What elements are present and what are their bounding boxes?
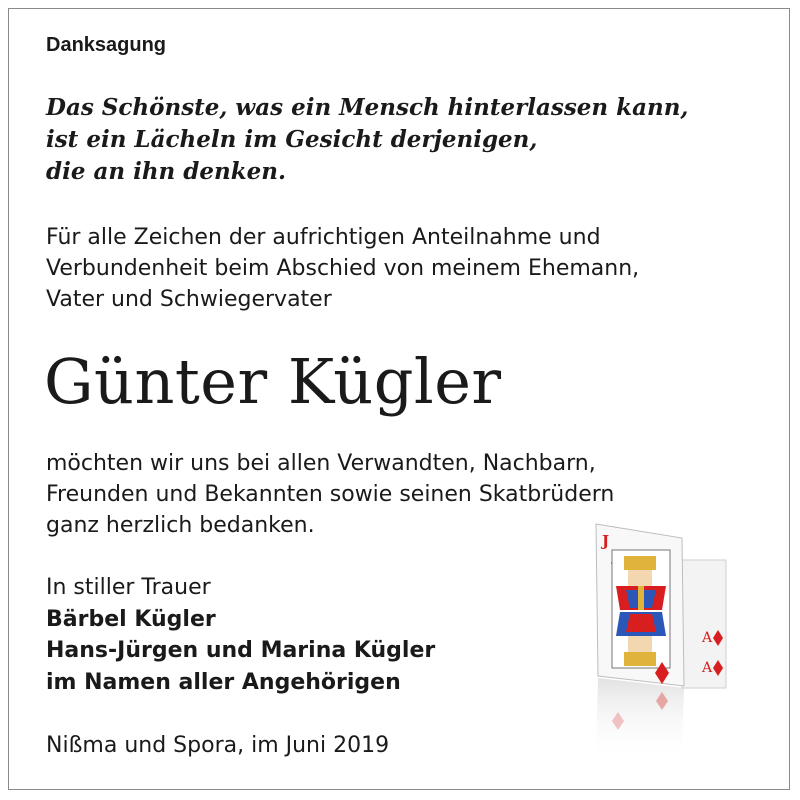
intro-line: Vater und Schwiegervater xyxy=(46,287,332,312)
deceased-name: Günter Kügler xyxy=(44,345,502,418)
card-reflection xyxy=(596,678,684,762)
heading: Danksagung xyxy=(46,34,167,56)
quote-line: die an ihn denken. xyxy=(46,158,287,185)
mourner-name: im Namen aller Angehörigen xyxy=(46,669,401,695)
svg-text:J: J xyxy=(602,532,610,550)
intro-line: Verbundenheit beim Abschied von meinem Ehemann, xyxy=(46,256,640,281)
intro-line: Für alle Zeichen der aufrichtigen Anteilnahme und xyxy=(46,225,601,250)
quote-line: Das Schönste, was ein Mensch hinterlassen kann, xyxy=(46,94,689,121)
thanks-line: Freunden und Bekannten sowie seinen Skatbrüdern xyxy=(46,482,615,507)
jack-card xyxy=(596,524,684,686)
playing-cards-icon xyxy=(582,512,732,774)
thanks-line: möchten wir uns bei allen Verwandten, Nachbarn, xyxy=(46,451,596,476)
intro-paragraph xyxy=(46,222,746,315)
signoff xyxy=(46,572,435,698)
ace-card xyxy=(682,560,726,688)
thanks-line: ganz herzlich bedanken. xyxy=(46,513,315,538)
svg-text:A: A xyxy=(702,660,713,676)
quote xyxy=(46,92,766,188)
place-date: Nißma und Spora, im Juni 2019 xyxy=(46,733,390,758)
mourner-name: Hans-Jürgen und Marina Kügler xyxy=(46,638,436,663)
quote-line: ist ein Lächeln im Gesicht derjenigen, xyxy=(46,126,538,153)
mourner-name: Bärbel Kügler xyxy=(46,606,216,632)
svg-text:A: A xyxy=(702,630,713,646)
signoff-intro: In stiller Trauer xyxy=(46,575,211,600)
